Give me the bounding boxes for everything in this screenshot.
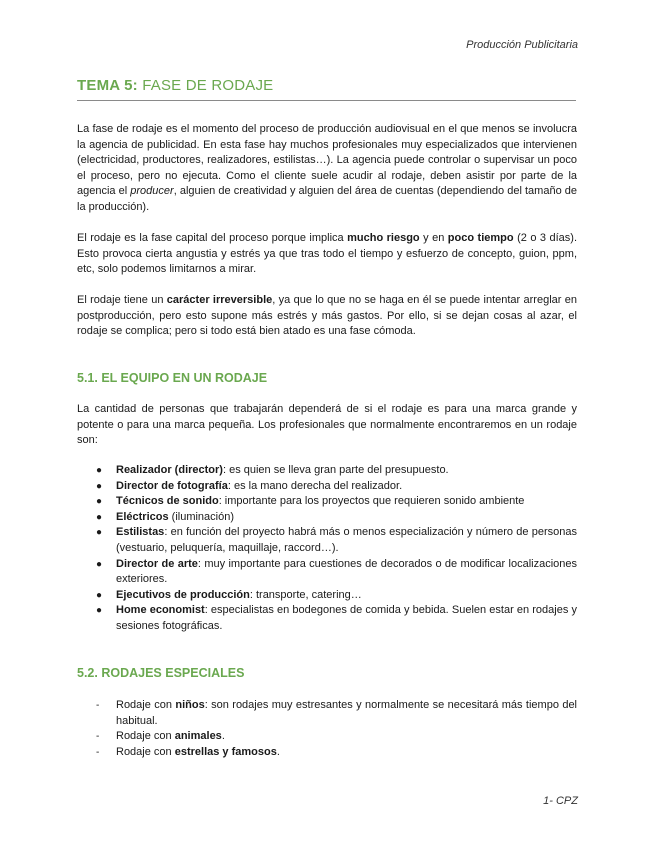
- p2-bold-risk: mucho riesgo: [347, 232, 420, 244]
- bullet-icon: ●: [96, 465, 103, 476]
- p2-text: El rodaje es la fase capital del proceso porque implica: [77, 232, 348, 244]
- bullet-icon: ●: [96, 589, 103, 601]
- list-item: ● Director de arte: muy importante para cuestiones de decorados o de modificar localizaciones exteriores.: [96, 557, 577, 586]
- list-item: - Rodaje con niños: son rodajes muy estresantes y normalmente se necesitará más tiempo del habitual.: [96, 699, 577, 727]
- section1-intro: La cantidad de personas que trabajarán dependerá de si el rodaje es para una marca grande y potente o para una marca pequeña. Los profesionales que normalmente encontraremos en un rodaje son:: [77, 403, 577, 447]
- bullet-icon: ●: [96, 496, 103, 508]
- dash-icon: -: [96, 746, 100, 758]
- intro-paragraph-3: [77, 293, 577, 340]
- bullet-icon: ●: [96, 511, 103, 523]
- p1-text-end: , alguien de creatividad y alguien del área de cuentas (dependiendo del tamaño de la producción).: [77, 185, 578, 213]
- p3-bold: carácter irreversible: [166, 294, 273, 306]
- section-heading-equipo: 5.1. EL EQUIPO EN UN RODAJE: [77, 371, 268, 385]
- title-number: TEMA 5:: [77, 77, 138, 94]
- title-text: FASE DE RODAJE: [142, 77, 274, 94]
- p1-emphasis: producer: [130, 185, 174, 198]
- intro-paragraph-1: [77, 122, 577, 216]
- bullet-icon: ●: [96, 558, 103, 570]
- list-item: ● Home economist: especialistas en bodegones de comida y bebida. Suelen estar en rodajes y sesiones fotográficas.: [96, 604, 577, 632]
- title-divider: [77, 100, 576, 101]
- dash-icon: -: [96, 700, 100, 711]
- bullet-icon: ●: [96, 605, 103, 617]
- list-item: ● Realizador (director): es quien se lleva gran parte del presupuesto.: [77, 463, 577, 479]
- bullet-icon: ●: [96, 527, 103, 539]
- list-item: - Rodaje con estrellas y famosos.: [77, 745, 577, 761]
- list-item: ● Eléctricos (iluminación): [77, 510, 577, 526]
- p3-text-end: , ya que lo que no se haga en él se puede intentar arreglar en postproducción, pero esto supone más estrés y más gastos. Por ello, si se dejan cosas al azar, el rodaje se complica; pero si todo está bien atado es una fase cómoda.: [77, 294, 578, 338]
- page-footer: 1- CPZ: [543, 795, 578, 807]
- page-title: [77, 77, 577, 94]
- special-shoots-list: [77, 698, 577, 760]
- intro-paragraph-2: [77, 231, 577, 278]
- p2-bold-time: poco tiempo: [447, 232, 514, 244]
- p2-text-mid: y en: [419, 232, 448, 244]
- list-item: - Rodaje con animales.: [77, 729, 577, 745]
- crew-list: [77, 463, 577, 635]
- dash-icon: -: [96, 731, 100, 743]
- list-item: ● Técnicos de sonido: importante para los proyectos que requieren sonido ambiente: [77, 494, 577, 510]
- section-heading-rodajes-especiales: 5.2. RODAJES ESPECIALES: [77, 666, 245, 680]
- p3-text: El rodaje tiene un: [77, 294, 167, 306]
- p2-text-end: (2 o 3 días). Esto provoca cierta angustia y estrés ya que tras todo el tiempo y esfuerzo de concepto, guion, ppm, etc, solo podemos limitarnos a mirar.: [77, 232, 578, 276]
- page-header: Producción Publicitaria: [466, 39, 578, 51]
- list-item: ● Estilistas: en función del proyecto habrá más o menos especialización y número de personas (vestuario, peluquería, maquillaje, raccord…).: [96, 526, 577, 554]
- list-item: ● Director de fotografía: es la mano derecha del realizador.: [77, 479, 577, 495]
- p1-text: La fase de rodaje es el momento del proceso de producción audiovisual en el que menos se involucra la agencia de publicidad. En esta fase hay muchos profesionales muy especializados que intervienen (electricidad, productores, realizadores, estilistas…). La agencia puede controlar o supervisar un poco el proceso, pero no ejecuta. Como el cliente suele acudir al rodaje, deben asistir por parte de la agencia el: [77, 123, 577, 198]
- list-item: ● Ejecutivos de producción: transporte, catering…: [77, 588, 577, 604]
- bullet-icon: ●: [96, 480, 103, 492]
